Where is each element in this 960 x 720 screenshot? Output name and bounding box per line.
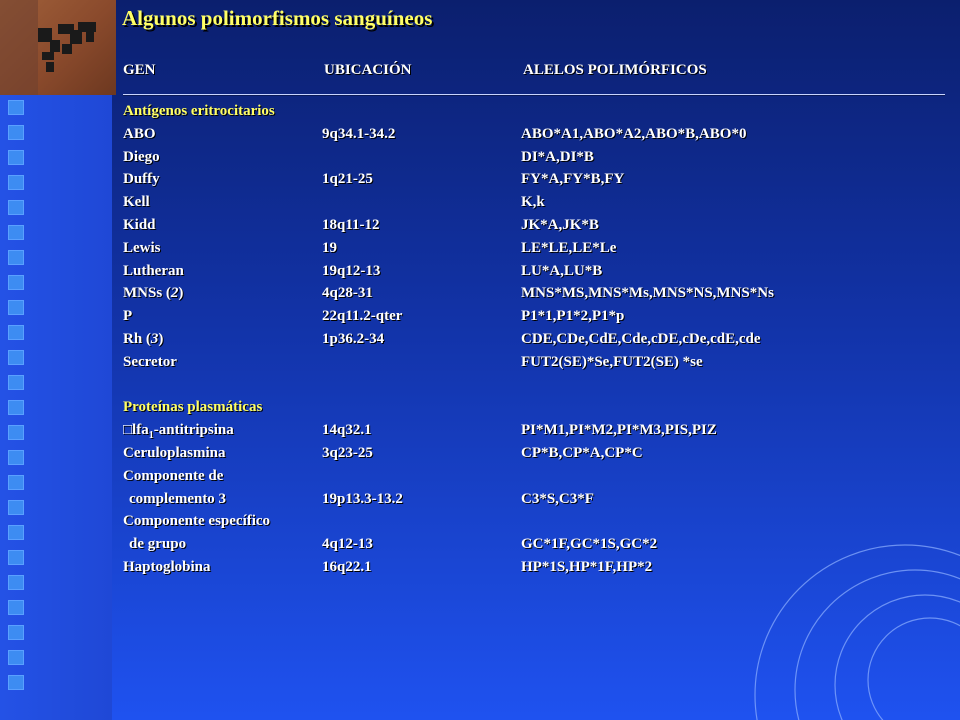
decorative-square (8, 175, 24, 190)
header-ubicacion: UBICACIÓN (324, 62, 412, 78)
table-row (123, 422, 943, 445)
table-row (123, 445, 943, 468)
decorative-square (8, 250, 24, 265)
header-gen: GEN (123, 62, 156, 78)
table-row (123, 240, 943, 263)
gen-cell: Secretor (123, 353, 177, 370)
decorative-square (8, 525, 24, 540)
table-row (123, 194, 943, 217)
location-cell: 18q11-12 (322, 216, 380, 233)
gen-cell: Duffy (123, 171, 160, 188)
decorative-square (8, 100, 24, 115)
gen-cell: Rh (3) (123, 330, 164, 347)
alleles-cell: LE*LE,LE*Le (521, 239, 617, 256)
table-row (123, 217, 943, 240)
location-cell: 14q32.1 (322, 422, 372, 439)
gen-cell: P (123, 308, 133, 325)
table-row (123, 559, 943, 582)
gen-cell: Kidd (123, 216, 156, 233)
decorative-square (8, 325, 24, 340)
decorative-square (8, 375, 24, 390)
location-cell: 19q12-13 (322, 262, 381, 279)
header-divider (123, 94, 945, 95)
section-heading-label: Antígenos eritrocitarios (123, 103, 275, 119)
gen-cell: Haptoglobina (123, 558, 211, 575)
gen-cell: Componente específico (123, 513, 271, 530)
alleles-cell: MNS*MS,MNS*Ms,MNS*NS,MNS*Ns (521, 285, 774, 302)
table-row (123, 331, 943, 354)
location-cell: 19 (322, 239, 337, 256)
table-row (123, 513, 943, 536)
location-cell: 4q28-31 (322, 285, 373, 302)
table-row (123, 171, 943, 194)
decorative-square (8, 650, 24, 665)
alleles-cell: CP*B,CP*A,CP*C (521, 444, 643, 461)
section-heading (123, 399, 943, 422)
decorative-square (8, 425, 24, 440)
table-row (123, 491, 943, 514)
polymorphism-table (123, 103, 943, 582)
gen-cell: Kell (123, 194, 150, 211)
section-heading (123, 103, 943, 126)
decorative-square (8, 350, 24, 365)
alleles-cell: K,k (521, 194, 545, 211)
alleles-cell: HP*1S,HP*1F,HP*2 (521, 558, 653, 575)
decorative-square (8, 575, 24, 590)
alleles-cell: C3*S,C3*F (521, 490, 594, 507)
table-row (123, 536, 943, 559)
table-row (123, 285, 943, 308)
decorative-square (8, 275, 24, 290)
table-row (123, 126, 943, 149)
table-row (123, 468, 943, 491)
gen-cell: Lutheran (123, 262, 184, 279)
alleles-cell: GC*1F,GC*1S,GC*2 (521, 536, 658, 553)
gen-cell: Ceruloplasmina (123, 444, 226, 461)
location-cell: 4q12-13 (322, 536, 373, 553)
alleles-cell: PI*M1,PI*M2,PI*M3,PIS,PIZ (521, 422, 717, 439)
location-cell: 9q34.1-34.2 (322, 125, 396, 142)
decorative-square (8, 225, 24, 240)
table-row (123, 354, 943, 377)
location-cell: 16q22.1 (322, 558, 372, 575)
header-alelos: ALELOS POLIMÓRFICOS (523, 62, 707, 78)
gen-cell: Diego (123, 148, 160, 165)
table-row (123, 149, 943, 172)
gen-cell: complemento 3 (129, 490, 227, 507)
decorative-square (8, 200, 24, 215)
gen-cell: ABO (123, 125, 156, 142)
decorative-square (8, 475, 24, 490)
gen-cell: Lewis (123, 239, 161, 256)
decorative-square (8, 150, 24, 165)
page-title: Algunos polimorfismos sanguíneos (122, 6, 433, 30)
location-cell: 1q21-25 (322, 171, 373, 188)
alleles-cell: JK*A,JK*B (521, 216, 599, 233)
institution-logo (0, 0, 116, 95)
gen-cell: □lfa$_1$-antitripsina (123, 422, 234, 442)
gen-cell: Componente de (123, 467, 224, 484)
decorative-square (8, 600, 24, 615)
decorative-square (8, 500, 24, 515)
location-cell: 22q11.2-qter (322, 308, 403, 325)
gen-cell: MNSs (2) (123, 285, 184, 302)
alleles-cell: CDE,CDe,CdE,Cde,cDE,cDe,cdE,cde (521, 330, 761, 347)
location-cell: 19p13.3-13.2 (322, 490, 403, 507)
decorative-square (8, 550, 24, 565)
location-cell: 1p36.2-34 (322, 330, 385, 347)
decorative-square (8, 450, 24, 465)
decorative-square (8, 625, 24, 640)
decorative-square (8, 300, 24, 315)
alleles-cell: P1*1,P1*2,P1*p (521, 308, 625, 325)
gen-cell: de grupo (129, 536, 187, 553)
location-cell: 3q23-25 (322, 444, 373, 461)
section-heading-label: Proteínas plasmáticas (123, 399, 263, 416)
decorative-square (8, 400, 24, 415)
alleles-cell: FY*A,FY*B,FY (521, 171, 625, 188)
decorative-square (8, 125, 24, 140)
decorative-square (8, 675, 24, 690)
alleles-cell: ABO*A1,ABO*A2,ABO*B,ABO*0 (521, 125, 747, 142)
alleles-cell: FUT2(SE)*Se,FUT2(SE) *se (521, 353, 703, 370)
decorative-squares (8, 100, 26, 700)
alleles-cell: DI*A,DI*B (521, 148, 594, 165)
alleles-cell: LU*A,LU*B (521, 262, 603, 279)
table-row (123, 263, 943, 286)
section-spacer (123, 377, 943, 400)
table-header (123, 62, 943, 86)
table-row (123, 308, 943, 331)
